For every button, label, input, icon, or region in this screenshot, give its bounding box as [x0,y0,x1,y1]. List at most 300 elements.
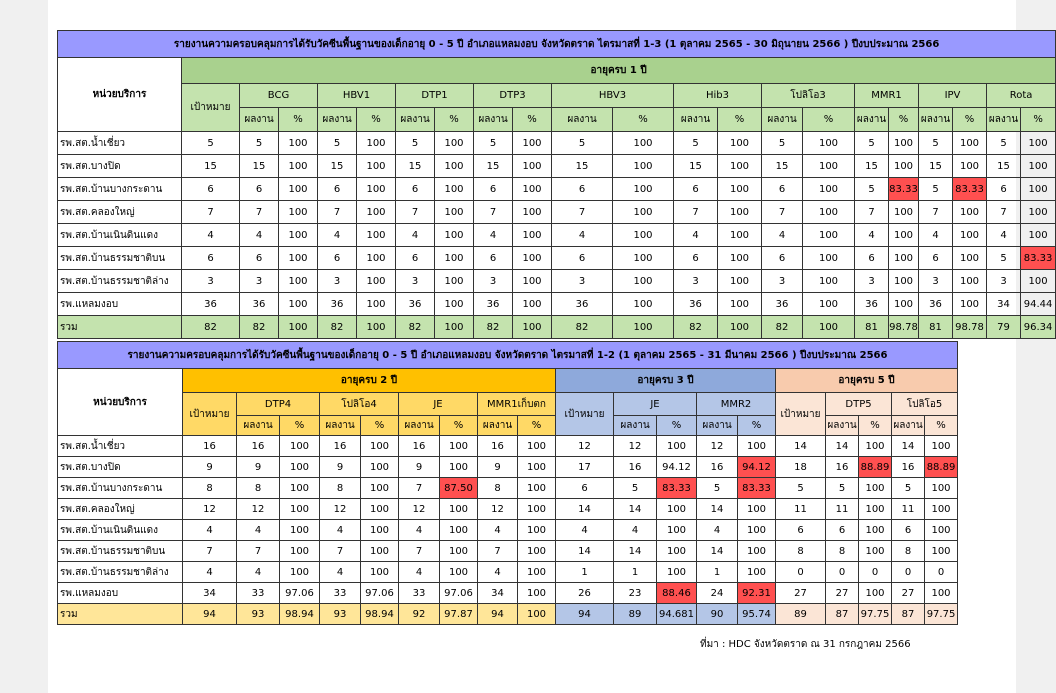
percent-cell: 100 [435,270,474,293]
target-cell: 6 [776,520,826,541]
percent-cell: 83.33 [738,478,776,499]
result-cell: 27 [826,583,859,604]
sub-header: ผลงาน [855,108,889,132]
percent-cell: 100 [718,270,762,293]
unit-name: รพ.สต.คลองใหญ่ [58,201,182,224]
percent-cell: 100 [440,520,478,541]
percent-cell: 88.89 [925,457,958,478]
result-cell: 5 [855,178,889,201]
percent-cell: 100 [435,201,474,224]
vaccine-header: HBV1 [318,84,396,108]
target-header: เป้าหมาย [182,84,240,132]
percent-cell: 100 [953,155,987,178]
unit-name: รพ.แหลมงอบ [58,583,183,604]
percent-cell: 100 [440,457,478,478]
sub-header: ผลงาน [614,416,657,436]
sub-header: ผลงาน [237,416,280,436]
target-cell: 4 [183,520,237,541]
result-cell: 16 [892,457,925,478]
percent-cell: 100 [953,247,987,270]
sub-header: % [1021,108,1056,132]
result-cell: 5 [474,132,513,155]
target-cell: 11 [776,499,826,520]
result-cell: 14 [697,541,738,562]
target-cell: 4 [556,520,614,541]
vaccine-header: โปลิโอ3 [762,84,855,108]
age2-header: อายุครบ 2 ปี [183,369,556,393]
percent-cell: 100 [361,457,399,478]
sub-header: ผลงาน [318,108,357,132]
percent-cell: 100 [1021,178,1056,201]
result-cell: 33 [320,583,361,604]
percent-cell: 100 [889,247,919,270]
result-cell: 16 [697,457,738,478]
percent-cell: 100 [518,541,556,562]
percent-cell: 100 [738,436,776,457]
percent-cell: 100 [357,293,396,316]
percent-cell: 100 [361,478,399,499]
result-cell: 15 [396,155,435,178]
result-cell: 81 [855,316,889,339]
result-cell: 5 [396,132,435,155]
percent-cell: 100 [657,541,697,562]
result-cell: 6 [396,247,435,270]
result-cell: 7 [478,541,518,562]
target-header: เป้าหมาย [556,393,614,436]
unit-name: รพ.สต.บางปิด [58,155,182,178]
percent-cell: 100 [889,293,919,316]
percent-cell: 83.33 [657,478,697,499]
percent-cell: 100 [518,562,556,583]
percent-cell: 100 [859,436,892,457]
result-cell: 1 [697,562,738,583]
table-row [58,520,958,541]
percent-cell: 100 [889,132,919,155]
result-cell: 5 [919,178,953,201]
sub-header: ผลงาน [826,416,859,436]
result-cell: 36 [318,293,357,316]
target-header: เป้าหมาย [776,393,826,436]
percent-cell: 100 [435,155,474,178]
percent-cell: 100 [1021,132,1056,155]
result-cell: 4 [320,562,361,583]
result-cell: 7 [237,541,280,562]
percent-cell: 100 [859,478,892,499]
result-cell: 5 [855,132,889,155]
result-cell: 0 [826,562,859,583]
percent-cell: 100 [518,457,556,478]
percent-cell: 100 [613,132,674,155]
sub-header: ผลงาน [240,108,279,132]
target-cell: 1 [556,562,614,583]
result-cell: 92 [399,604,440,625]
percent-cell: 97.87 [440,604,478,625]
result-cell: 9 [478,457,518,478]
percent-cell: 100 [513,316,552,339]
result-cell: 6 [762,247,803,270]
sub-header: ผลงาน [396,108,435,132]
table1-header-row-1 [58,58,1056,84]
result-cell: 6 [892,520,925,541]
target-cell: 14 [556,499,614,520]
unit-name: รพ.สต.บางปิด [58,457,183,478]
unit-name: รพ.สต.บ้านธรรมชาติบน [58,247,182,270]
result-cell: 33 [237,583,280,604]
percent-cell: 100 [280,436,320,457]
result-cell: 82 [762,316,803,339]
result-cell: 0 [892,562,925,583]
target-cell: 5 [776,478,826,499]
percent-cell: 97.06 [440,583,478,604]
result-cell: 14 [614,499,657,520]
result-cell: 12 [399,499,440,520]
sub-header: ผลงาน [552,108,613,132]
result-cell: 6 [987,178,1021,201]
result-cell: 4 [399,562,440,583]
coverage-table-age2-5 [57,341,958,625]
percent-cell: 100 [279,178,318,201]
target-cell: 89 [776,604,826,625]
table-row [58,541,958,562]
sub-header: ผลงาน [399,416,440,436]
percent-cell: 83.33 [953,178,987,201]
percent-cell: 100 [1021,201,1056,224]
result-cell: 14 [614,541,657,562]
vaccine-header: HBV3 [552,84,674,108]
table1-header-row-2 [58,84,1056,108]
result-cell: 6 [674,247,718,270]
percent-cell: 88.89 [859,457,892,478]
result-cell: 6 [318,178,357,201]
percent-cell: 100 [435,178,474,201]
sub-header: % [859,416,892,436]
result-cell: 16 [320,436,361,457]
unit-name: รพ.สต.บ้านบางกระดาน [58,178,182,201]
result-cell: 4 [987,224,1021,247]
result-cell: 9 [320,457,361,478]
unit-name: รพ.สต.บ้านเนินดินแดง [58,520,183,541]
percent-cell: 100 [738,562,776,583]
result-cell: 79 [987,316,1021,339]
percent-cell: 100 [361,436,399,457]
result-cell: 94 [478,604,518,625]
sub-header: ผลงาน [892,416,925,436]
result-cell: 14 [826,436,859,457]
percent-cell: 100 [279,270,318,293]
sub-header: % [280,416,320,436]
percent-cell: 100 [889,270,919,293]
sub-header: ผลงาน [987,108,1021,132]
result-cell: 36 [855,293,889,316]
percent-cell: 100 [859,499,892,520]
percent-cell: 100 [361,499,399,520]
percent-cell: 100 [518,499,556,520]
table-row [58,247,1056,270]
vaccine-header: MMR1เก็บตก [478,393,556,416]
target-cell: 8 [776,541,826,562]
result-cell: 3 [674,270,718,293]
unit-name: รพ.สต.บ้านธรรมชาติล่าง [58,270,182,293]
percent-cell: 100 [279,247,318,270]
result-cell: 3 [762,270,803,293]
target-cell: 7 [182,201,240,224]
target-cell: 6 [182,178,240,201]
percent-cell: 100 [925,499,958,520]
percent-cell: 100 [1021,155,1056,178]
target-cell: 34 [183,583,237,604]
result-cell: 5 [892,478,925,499]
unit-name: รพ.สต.บ้านบางกระดาน [58,478,183,499]
sub-header: % [513,108,552,132]
result-cell: 16 [614,457,657,478]
vaccine-header: โปลิโอ4 [320,393,399,416]
result-cell: 4 [396,224,435,247]
age5-header: อายุครบ 5 ปี [776,369,958,393]
result-cell: 6 [318,247,357,270]
target-cell: 14 [776,436,826,457]
target-cell: 12 [556,436,614,457]
vaccine-header: MMR1 [855,84,919,108]
result-cell: 14 [697,499,738,520]
sub-header: ผลงาน [762,108,803,132]
result-cell: 89 [614,604,657,625]
result-cell: 82 [474,316,513,339]
coverage-table-age1 [57,30,1056,339]
result-cell: 4 [399,520,440,541]
vaccine-header: Rota [987,84,1056,108]
unit-name: รพ.สต.บ้านเนินดินแดง [58,224,182,247]
percent-cell: 98.78 [953,316,987,339]
sub-header: ผลงาน [478,416,518,436]
sub-header: % [889,108,919,132]
percent-cell: 100 [357,178,396,201]
unit-name: รพ.สต.น้ำเชี่ยว [58,132,182,155]
percent-cell: 100 [803,270,855,293]
percent-cell: 100 [440,499,478,520]
result-cell: 6 [919,247,953,270]
target-cell: 82 [182,316,240,339]
result-cell: 12 [697,436,738,457]
sub-header: % [718,108,762,132]
percent-cell: 100 [440,541,478,562]
table-row [58,478,958,499]
result-cell: 4 [855,224,889,247]
percent-cell: 100 [357,316,396,339]
target-cell: 0 [776,562,826,583]
table-row [58,562,958,583]
percent-cell: 100 [613,178,674,201]
percent-cell: 92.31 [738,583,776,604]
result-cell: 4 [320,520,361,541]
percent-cell: 100 [357,247,396,270]
sub-header: % [440,416,478,436]
target-cell: 4 [183,562,237,583]
percent-cell: 100 [657,499,697,520]
result-cell: 11 [826,499,859,520]
percent-cell: 100 [361,520,399,541]
result-cell: 34 [987,293,1021,316]
result-cell: 3 [318,270,357,293]
result-cell: 15 [919,155,953,178]
result-cell: 5 [318,132,357,155]
percent-cell: 100 [953,201,987,224]
result-cell: 15 [762,155,803,178]
percent-cell: 100 [280,520,320,541]
percent-cell: 96.34 [1021,316,1056,339]
result-cell: 12 [478,499,518,520]
percent-cell: 100 [718,201,762,224]
result-cell: 82 [318,316,357,339]
table-row [58,224,1056,247]
percent-cell: 100 [513,224,552,247]
percent-cell: 100 [280,541,320,562]
target-cell: 14 [556,541,614,562]
percent-cell: 97.06 [361,583,399,604]
percent-cell: 100 [613,155,674,178]
target-cell: 8 [183,478,237,499]
sub-header: % [803,108,855,132]
age3-header: อายุครบ 3 ปี [556,369,776,393]
target-cell: 27 [776,583,826,604]
percent-cell: 100 [925,541,958,562]
data-source-note: ที่มา : HDC จังหวัดตราด ณ 31 กรกฎาคม 2566 [700,639,911,650]
percent-cell: 100 [925,436,958,457]
result-cell: 6 [552,178,613,201]
sub-header: % [279,108,318,132]
result-cell: 12 [237,499,280,520]
percent-cell: 100 [361,541,399,562]
target-cell: 3 [182,270,240,293]
vaccine-header: โปลิโอ5 [892,393,958,416]
result-cell: 5 [987,247,1021,270]
result-cell: 23 [614,583,657,604]
percent-cell: 100 [803,293,855,316]
result-cell: 7 [762,201,803,224]
percent-cell: 100 [925,478,958,499]
result-cell: 6 [762,178,803,201]
sub-header: % [925,416,958,436]
percent-cell: 100 [357,132,396,155]
result-cell: 82 [552,316,613,339]
sub-header: % [657,416,697,436]
result-cell: 5 [552,132,613,155]
table2-title-row [58,342,958,369]
percent-cell: 100 [889,155,919,178]
vaccine-header: JE [614,393,697,416]
result-cell: 36 [552,293,613,316]
result-cell: 15 [240,155,279,178]
result-cell: 8 [826,541,859,562]
percent-cell: 100 [889,224,919,247]
result-cell: 3 [396,270,435,293]
result-cell: 6 [674,178,718,201]
vaccine-header: JE [399,393,478,416]
sub-header: ผลงาน [320,416,361,436]
unit-name: รพ.สต.คลองใหญ่ [58,499,183,520]
percent-cell: 100 [513,270,552,293]
target-cell: 6 [182,247,240,270]
result-cell: 8 [237,478,280,499]
table-row [58,457,958,478]
table-row [58,499,958,520]
percent-cell: 100 [279,293,318,316]
result-cell: 16 [237,436,280,457]
percent-cell: 100 [357,224,396,247]
percent-cell: 95.74 [738,604,776,625]
result-cell: 4 [237,562,280,583]
result-cell: 5 [987,132,1021,155]
percent-cell: 100 [803,178,855,201]
percent-cell: 100 [513,178,552,201]
percent-cell: 100 [435,132,474,155]
percent-cell: 100 [518,478,556,499]
table1-title-row [58,31,1056,58]
percent-cell: 100 [357,270,396,293]
result-cell: 12 [614,436,657,457]
percent-cell: 100 [279,201,318,224]
result-cell: 4 [474,224,513,247]
total-row [58,316,1056,339]
percent-cell: 97.75 [859,604,892,625]
result-cell: 5 [826,478,859,499]
result-cell: 15 [552,155,613,178]
result-cell: 4 [552,224,613,247]
result-cell: 4 [674,224,718,247]
result-cell: 5 [697,478,738,499]
result-cell: 7 [919,201,953,224]
percent-cell: 100 [513,132,552,155]
result-cell: 7 [552,201,613,224]
sub-header: ผลงาน [919,108,953,132]
percent-cell: 100 [518,604,556,625]
result-cell: 6 [552,247,613,270]
percent-cell: 100 [440,562,478,583]
percent-cell: 100 [718,293,762,316]
result-cell: 14 [892,436,925,457]
result-cell: 3 [240,270,279,293]
result-cell: 7 [474,201,513,224]
result-cell: 15 [855,155,889,178]
percent-cell: 100 [513,293,552,316]
target-cell: 94 [556,604,614,625]
percent-cell: 100 [859,520,892,541]
percent-cell: 100 [361,562,399,583]
percent-cell: 100 [513,155,552,178]
percent-cell: 100 [718,247,762,270]
result-cell: 6 [240,178,279,201]
result-cell: 4 [919,224,953,247]
result-cell: 27 [892,583,925,604]
target-cell: 15 [182,155,240,178]
table-row [58,201,1056,224]
percent-cell: 100 [279,132,318,155]
sub-header: % [357,108,396,132]
result-cell: 36 [919,293,953,316]
result-cell: 3 [474,270,513,293]
result-cell: 15 [674,155,718,178]
percent-cell: 100 [518,520,556,541]
result-cell: 11 [892,499,925,520]
percent-cell: 100 [953,132,987,155]
percent-cell: 100 [738,541,776,562]
result-cell: 82 [674,316,718,339]
percent-cell: 100 [657,436,697,457]
percent-cell: 100 [859,583,892,604]
percent-cell: 100 [657,520,697,541]
sub-header: ผลงาน [474,108,513,132]
target-cell: 7 [183,541,237,562]
target-cell: 9 [183,457,237,478]
